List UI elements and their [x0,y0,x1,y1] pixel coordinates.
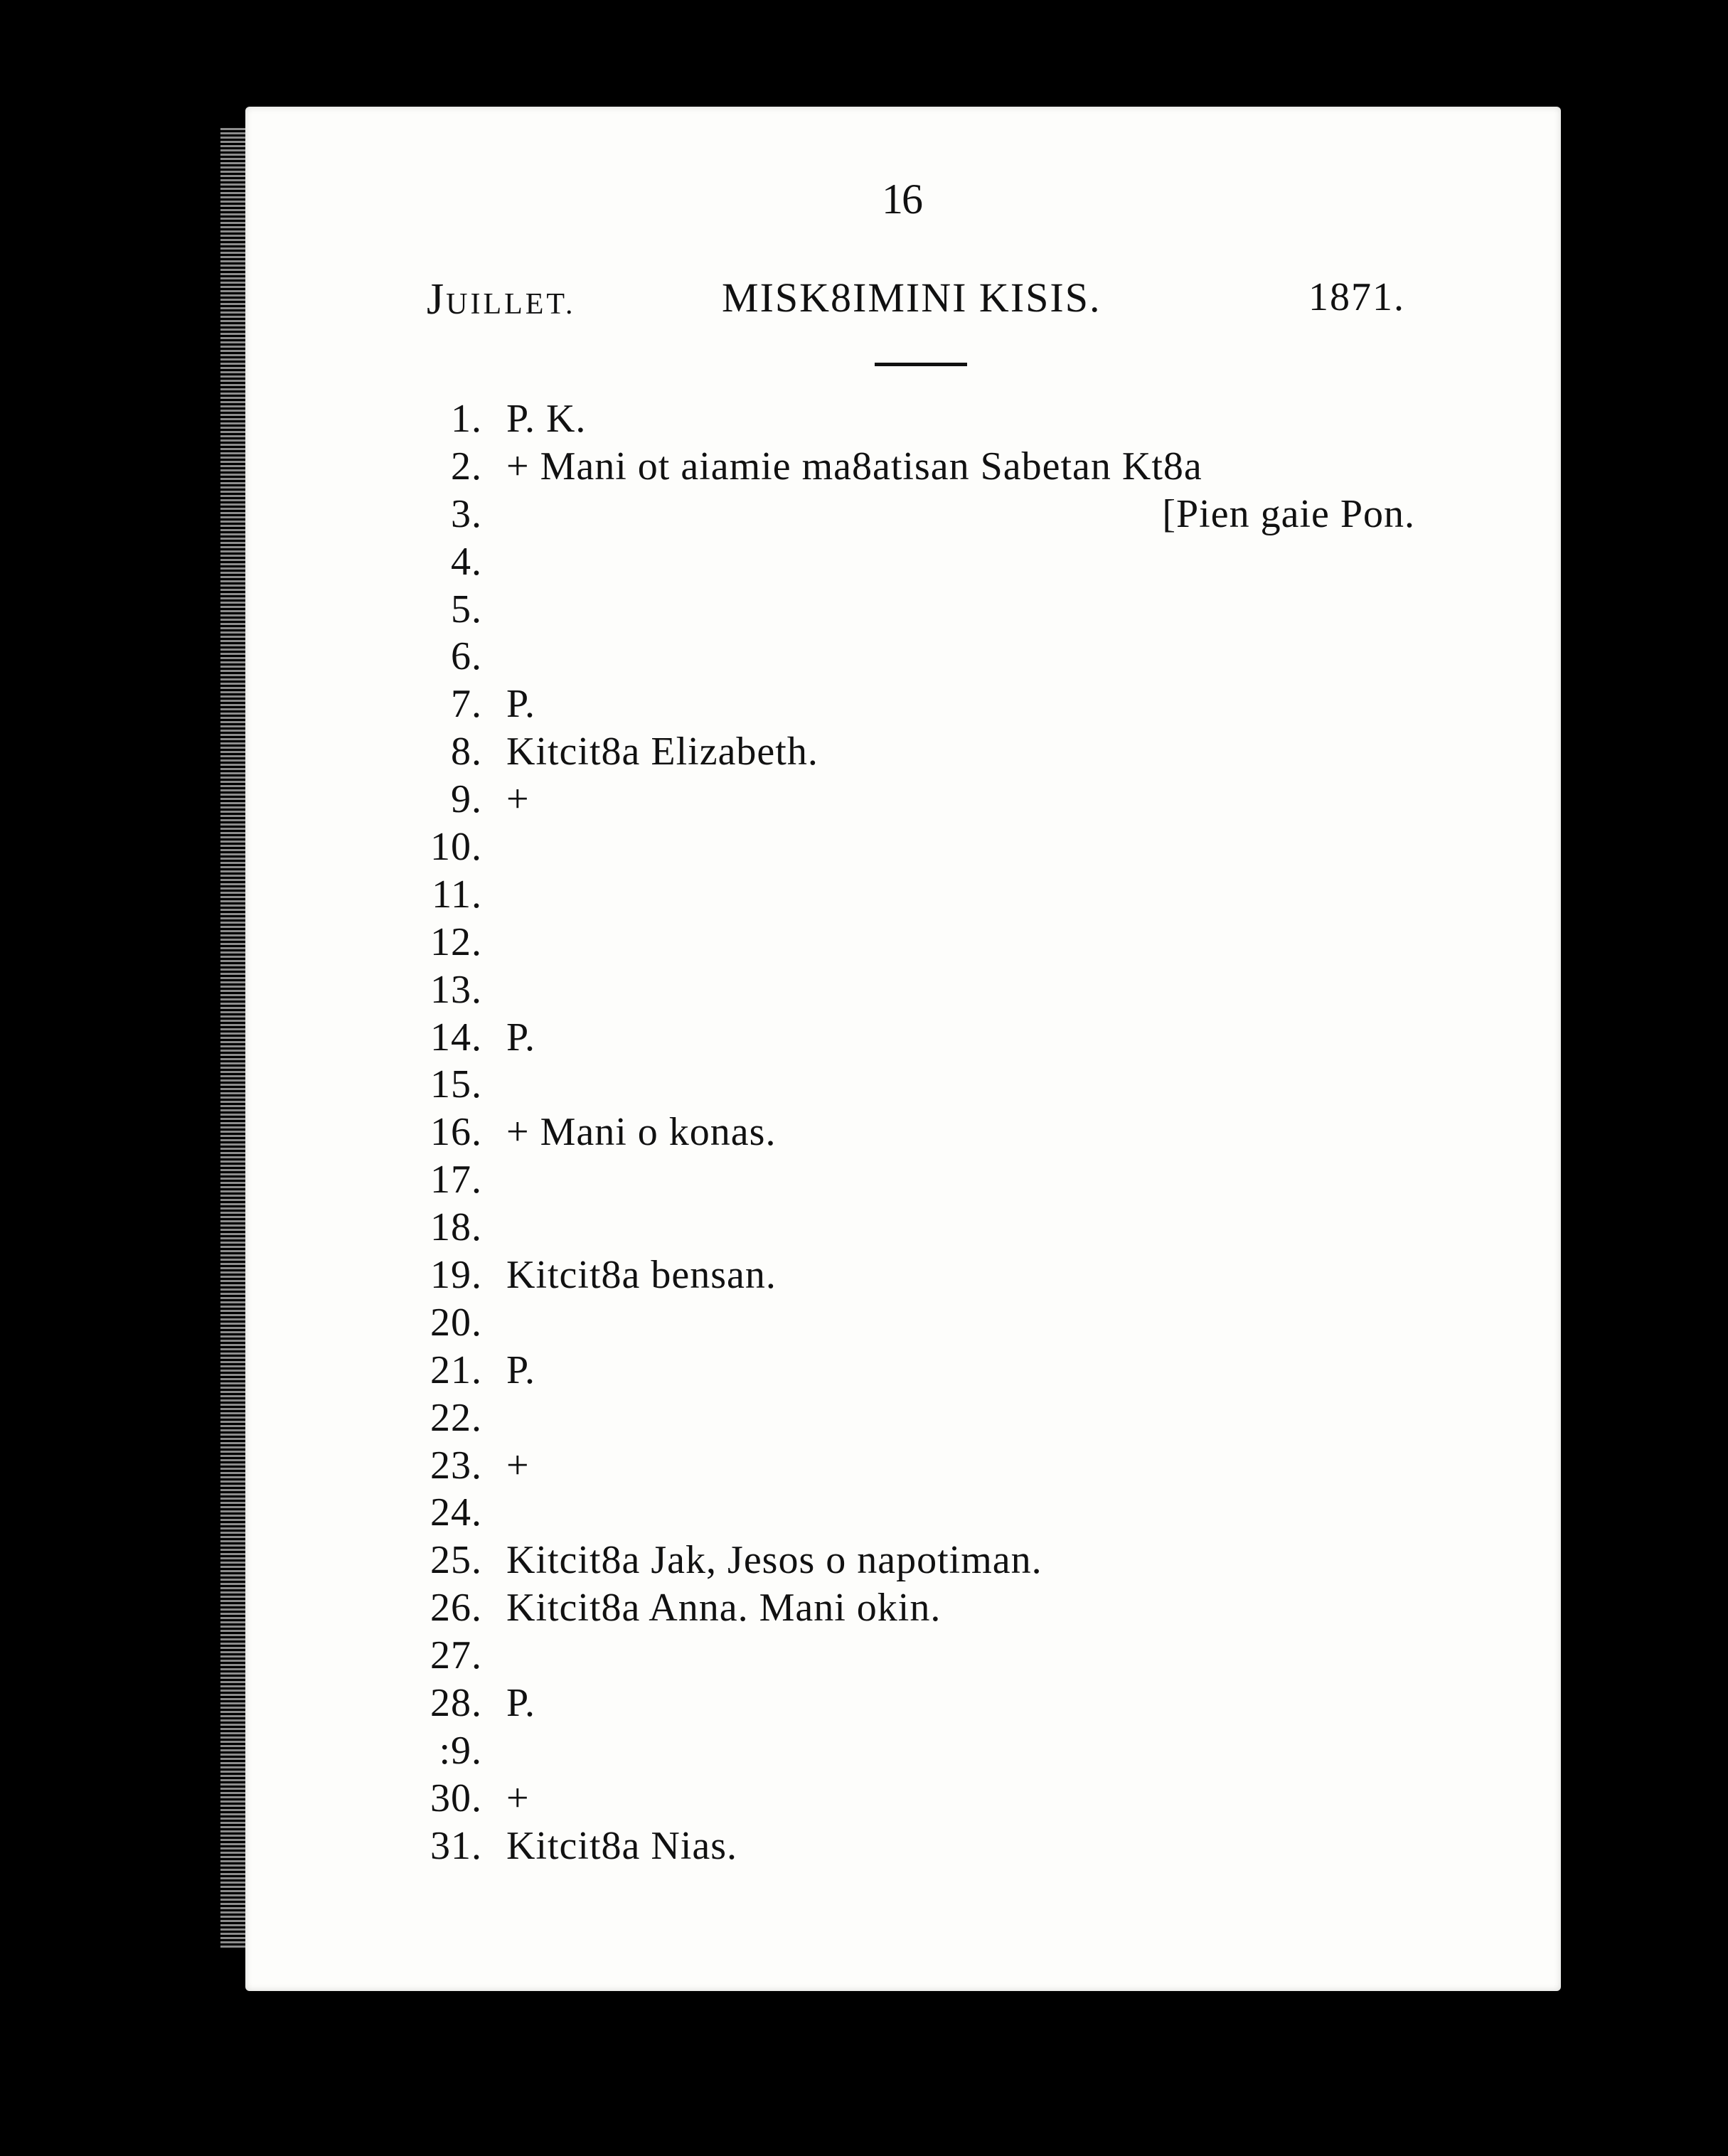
entry-day: 15. [430,1062,482,1107]
calendar-entry [0,538,1728,586]
entry-text: P. [506,1681,535,1726]
calendar-entry [0,1775,1728,1823]
entry-day: 27. [430,1633,482,1678]
entry-day: 18. [430,1205,482,1250]
entry-text: + [506,1776,530,1820]
entry-day: 13. [430,967,482,1012]
entry-day: 12. [430,919,482,964]
calendar-year: 1871. [1308,275,1405,319]
calendar-entry [0,1204,1728,1252]
entry-day: 5. [451,587,482,631]
entry-day: 30. [430,1776,482,1820]
entry-day: 22. [430,1395,482,1440]
calendar-entry [0,1727,1728,1775]
entry-text: P. [506,682,535,727]
entry-day: 10. [430,825,482,870]
entry-text: P. K. [506,397,587,441]
calendar-entry [0,1823,1728,1870]
entry-text: Kitcit8a bensan. [506,1253,777,1298]
calendar-entry [0,1061,1728,1109]
entry-text: Kitcit8a Elizabeth. [506,730,818,774]
entry-day: 20. [430,1300,482,1345]
calendar-entry [0,1584,1728,1632]
calendar-entry [0,823,1728,871]
entry-text: Kitcit8a Nias. [506,1823,738,1868]
entry-day: 14. [430,1015,482,1060]
calendar-entries [0,395,1728,1870]
entry-day: 24. [430,1490,482,1535]
calendar-entry [0,1156,1728,1204]
calendar-entry [0,1252,1728,1299]
calendar-entry [0,1109,1728,1156]
entry-day: 25. [430,1538,482,1583]
calendar-entry [0,1680,1728,1727]
month-rest: UILLET. [446,288,576,321]
calendar-entry [0,1442,1728,1490]
calendar-entry [0,491,1728,538]
entry-day: 26. [430,1586,482,1631]
calendar-entry [0,1489,1728,1537]
header-rule [875,363,967,366]
entry-day: 4. [451,539,482,584]
entry-day: 21. [430,1348,482,1392]
calendar-entry [0,395,1728,443]
entry-day: 1. [451,397,482,441]
calendar-entry [0,443,1728,491]
entry-text: Kitcit8a Jak, Jesos o napotiman. [506,1538,1042,1583]
calendar-entry [0,728,1728,776]
entry-day: 2. [451,444,482,489]
entry-day: 31. [430,1823,482,1868]
entry-day: 6. [451,634,482,679]
calendar-entry [0,1014,1728,1062]
entry-text: + [506,1443,530,1488]
entry-day: 17. [430,1158,482,1202]
calendar-title: MISK8IMINI KISIS. [722,274,1102,321]
calendar-entry [0,681,1728,728]
calendar-entry [0,1632,1728,1680]
entry-day: 8. [451,730,482,774]
calendar-entry [0,776,1728,823]
calendar-entry [0,633,1728,681]
calendar-entry [0,1394,1728,1442]
entry-day: 16. [430,1110,482,1155]
calendar-entry [0,1537,1728,1584]
calendar-entry [0,966,1728,1014]
entry-day: 7. [451,682,482,727]
entry-text: + [506,777,530,822]
calendar-entry [0,1299,1728,1347]
entry-day: 28. [430,1681,482,1726]
entry-text: + Mani ot aiamie ma8atisan Sabetan Kt8a [506,444,1202,489]
entry-text: Kitcit8a Anna. Mani okin. [506,1586,942,1631]
entry-text: P. [506,1015,535,1060]
entry-day: :9. [439,1728,482,1773]
entry-text: + Mani o konas. [506,1110,777,1155]
entry-day: 23. [430,1443,482,1488]
entry-day: 19. [430,1253,482,1298]
entry-day: 11. [432,872,482,917]
entry-right-text: [Pien gaie Pon. [1162,491,1415,536]
entry-day: 9. [451,777,482,822]
calendar-entry [0,586,1728,634]
calendar-entry [0,871,1728,919]
month-heading [427,275,576,324]
entry-day: 3. [451,491,482,536]
page-number: 16 [882,176,922,223]
entry-text: P. [506,1348,535,1392]
calendar-entry [0,919,1728,966]
calendar-entry [0,1347,1728,1394]
month-initial: J [427,275,447,324]
